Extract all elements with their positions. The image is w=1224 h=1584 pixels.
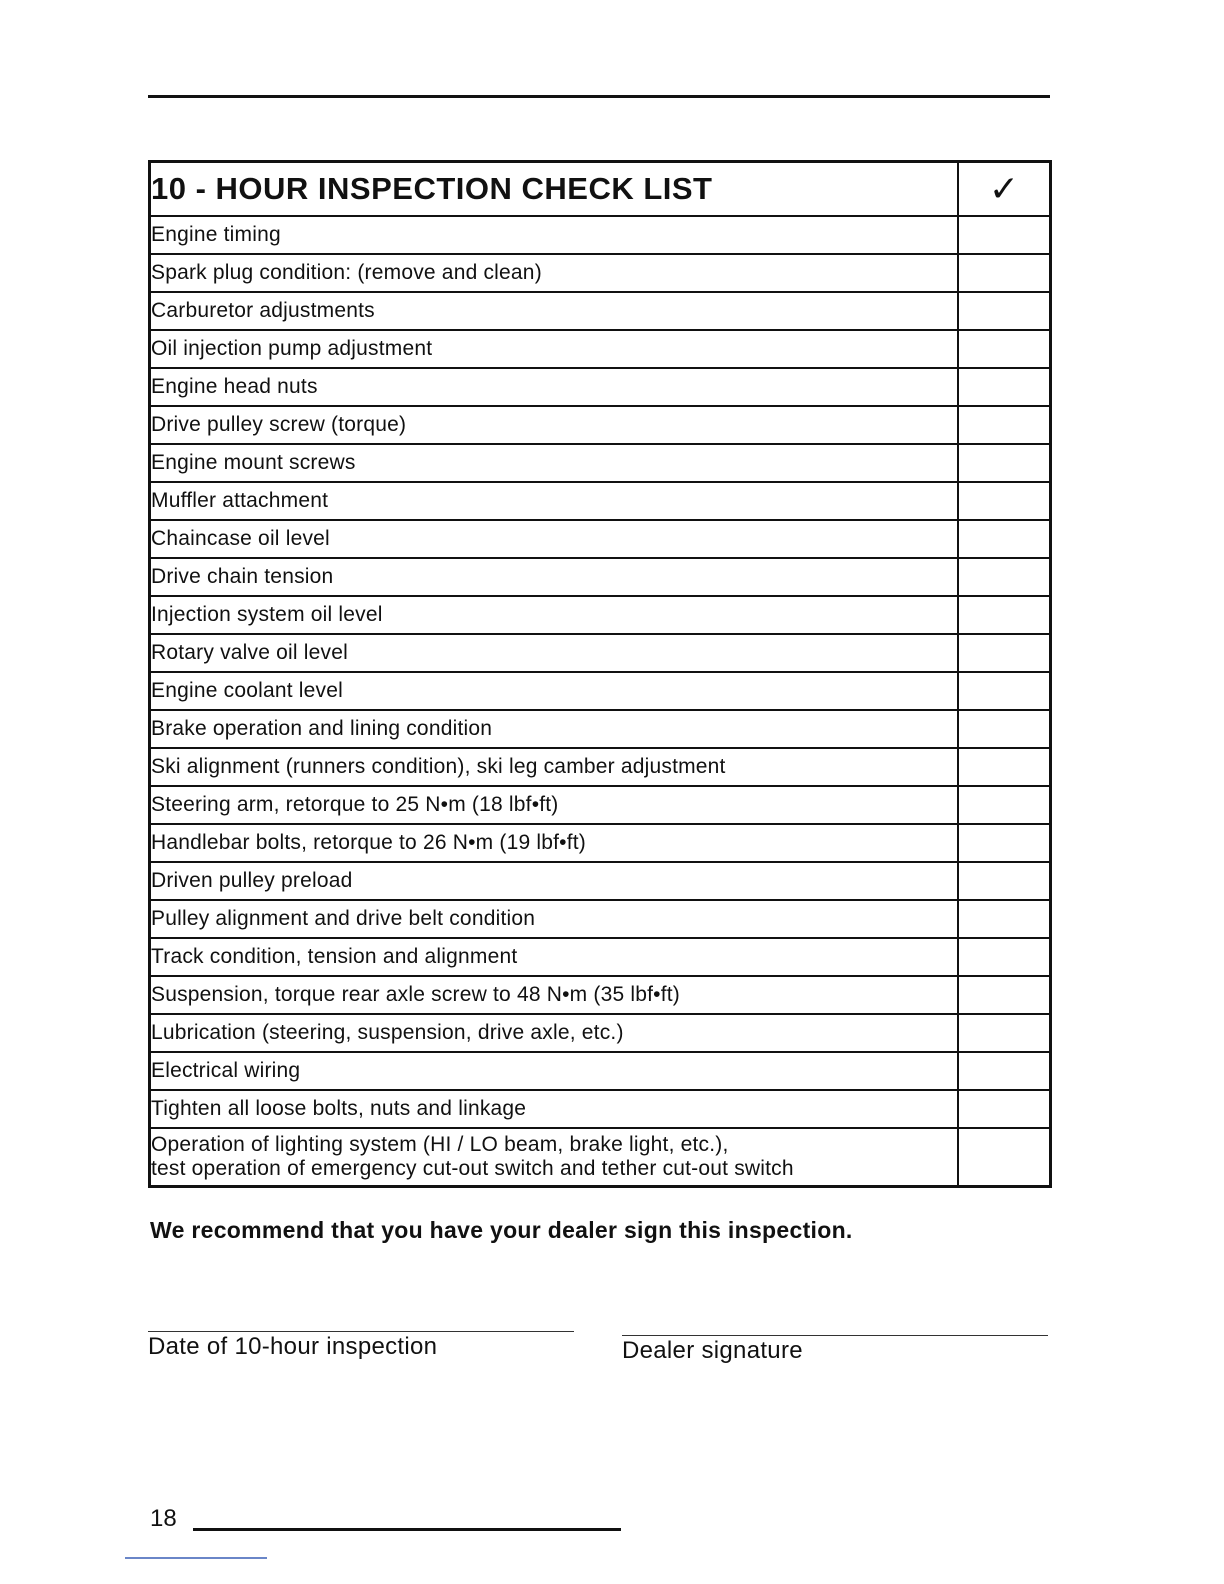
checklist-row xyxy=(150,1090,1051,1128)
checklist-checkbox[interactable] xyxy=(958,558,1051,596)
checklist-row xyxy=(150,862,1051,900)
checklist-item-line: test operation of emergency cut-out switch and tether cut-out switch xyxy=(151,1157,794,1180)
checklist-row xyxy=(150,330,1051,368)
checklist-row xyxy=(150,634,1051,672)
checklist-row xyxy=(150,976,1051,1014)
corner-rule xyxy=(125,1557,267,1559)
checklist-item: Engine mount screws xyxy=(150,444,959,482)
checklist-title: 10 - HOUR INSPECTION CHECK LIST xyxy=(150,162,959,217)
checklist-checkbox[interactable] xyxy=(958,292,1051,330)
checklist-checkbox[interactable] xyxy=(958,634,1051,672)
checklist-checkbox[interactable] xyxy=(958,216,1051,254)
checklist-checkbox[interactable] xyxy=(958,406,1051,444)
checklist-row xyxy=(150,444,1051,482)
checklist-checkbox[interactable] xyxy=(958,862,1051,900)
checklist-item: Electrical wiring xyxy=(150,1052,959,1090)
dealer-signature-line[interactable] xyxy=(622,1335,1048,1336)
checklist-item: Steering arm, retorque to 25 N•m (18 lbf•ft) xyxy=(150,786,959,824)
checklist-checkbox[interactable] xyxy=(958,786,1051,824)
checklist-item: Engine head nuts xyxy=(150,368,959,406)
checklist-item: Pulley alignment and drive belt condition xyxy=(150,900,959,938)
page-number: 18 xyxy=(150,1505,177,1532)
checklist-row xyxy=(150,786,1051,824)
checklist-row xyxy=(150,824,1051,862)
checklist-row xyxy=(150,596,1051,634)
checklist-item-line: Operation of lighting system (HI / LO beam, brake light, etc.), xyxy=(151,1133,729,1156)
checklist-row xyxy=(150,710,1051,748)
checklist-checkbox[interactable] xyxy=(958,1052,1051,1090)
date-label: Date of 10-hour inspection xyxy=(148,1333,438,1360)
checklist-checkbox[interactable] xyxy=(958,672,1051,710)
checklist-row xyxy=(150,748,1051,786)
checklist-row xyxy=(150,1052,1051,1090)
checklist-item: Track condition, tension and alignment xyxy=(150,938,959,976)
checklist-row xyxy=(150,368,1051,406)
checklist-item: Spark plug condition: (remove and clean) xyxy=(150,254,959,292)
checklist-checkbox[interactable] xyxy=(958,748,1051,786)
checklist-row xyxy=(150,558,1051,596)
checklist-item: Muffler attachment xyxy=(150,482,959,520)
checklist-row xyxy=(150,406,1051,444)
checklist-row xyxy=(150,254,1051,292)
dealer-recommendation: We recommend that you have your dealer sign this inspection. xyxy=(150,1217,853,1243)
checklist-checkbox[interactable] xyxy=(958,900,1051,938)
checklist-checkbox[interactable] xyxy=(958,444,1051,482)
checklist-item: Lubrication (steering, suspension, drive axle, etc.) xyxy=(150,1014,959,1052)
checklist-checkbox[interactable] xyxy=(958,482,1051,520)
checklist-item: Handlebar bolts, retorque to 26 N•m (19 lbf•ft) xyxy=(150,824,959,862)
checklist-item: Chaincase oil level xyxy=(150,520,959,558)
checklist-item xyxy=(150,1128,959,1187)
top-rule xyxy=(148,95,1050,98)
checklist-checkbox[interactable] xyxy=(958,976,1051,1014)
checklist-item: Brake operation and lining condition xyxy=(150,710,959,748)
checklist-item: Drive pulley screw (torque) xyxy=(150,406,959,444)
checklist-row xyxy=(150,216,1051,254)
checklist-item: Suspension, torque rear axle screw to 48 N•m (35 lbf•ft) xyxy=(150,976,959,1014)
checklist-checkbox[interactable] xyxy=(958,1128,1051,1187)
checklist-row xyxy=(150,938,1051,976)
checklist-row xyxy=(150,1014,1051,1052)
checklist-row xyxy=(150,1128,1051,1187)
checklist-body xyxy=(150,216,1051,1187)
checklist-item: Driven pulley preload xyxy=(150,862,959,900)
checklist-checkbox[interactable] xyxy=(958,520,1051,558)
checklist-header-row xyxy=(150,162,1051,217)
inspection-checklist-table xyxy=(148,160,1052,1188)
checklist-checkbox[interactable] xyxy=(958,254,1051,292)
checklist-item: Injection system oil level xyxy=(150,596,959,634)
checklist-item: Engine timing xyxy=(150,216,959,254)
checklist-checkbox[interactable] xyxy=(958,368,1051,406)
checklist-checkbox[interactable] xyxy=(958,330,1051,368)
checklist-checkbox[interactable] xyxy=(958,710,1051,748)
dealer-signature-label: Dealer signature xyxy=(622,1337,803,1364)
checklist-row xyxy=(150,292,1051,330)
date-signature-line[interactable] xyxy=(148,1331,574,1332)
checklist-item: Ski alignment (runners condition), ski leg camber adjustment xyxy=(150,748,959,786)
checklist-row xyxy=(150,900,1051,938)
footer-rule xyxy=(193,1528,621,1531)
checklist-item: Tighten all loose bolts, nuts and linkage xyxy=(150,1090,959,1128)
checklist-row xyxy=(150,672,1051,710)
checklist-item: Oil injection pump adjustment xyxy=(150,330,959,368)
checklist-row xyxy=(150,482,1051,520)
checkmark-icon: ✓ xyxy=(958,162,1051,217)
checklist-checkbox[interactable] xyxy=(958,938,1051,976)
checklist-item: Rotary valve oil level xyxy=(150,634,959,672)
checklist-checkbox[interactable] xyxy=(958,1014,1051,1052)
checklist-item: Carburetor adjustments xyxy=(150,292,959,330)
checklist-row xyxy=(150,520,1051,558)
checklist-item: Drive chain tension xyxy=(150,558,959,596)
checklist-checkbox[interactable] xyxy=(958,596,1051,634)
checklist-item: Engine coolant level xyxy=(150,672,959,710)
checklist-checkbox[interactable] xyxy=(958,824,1051,862)
checklist-checkbox[interactable] xyxy=(958,1090,1051,1128)
